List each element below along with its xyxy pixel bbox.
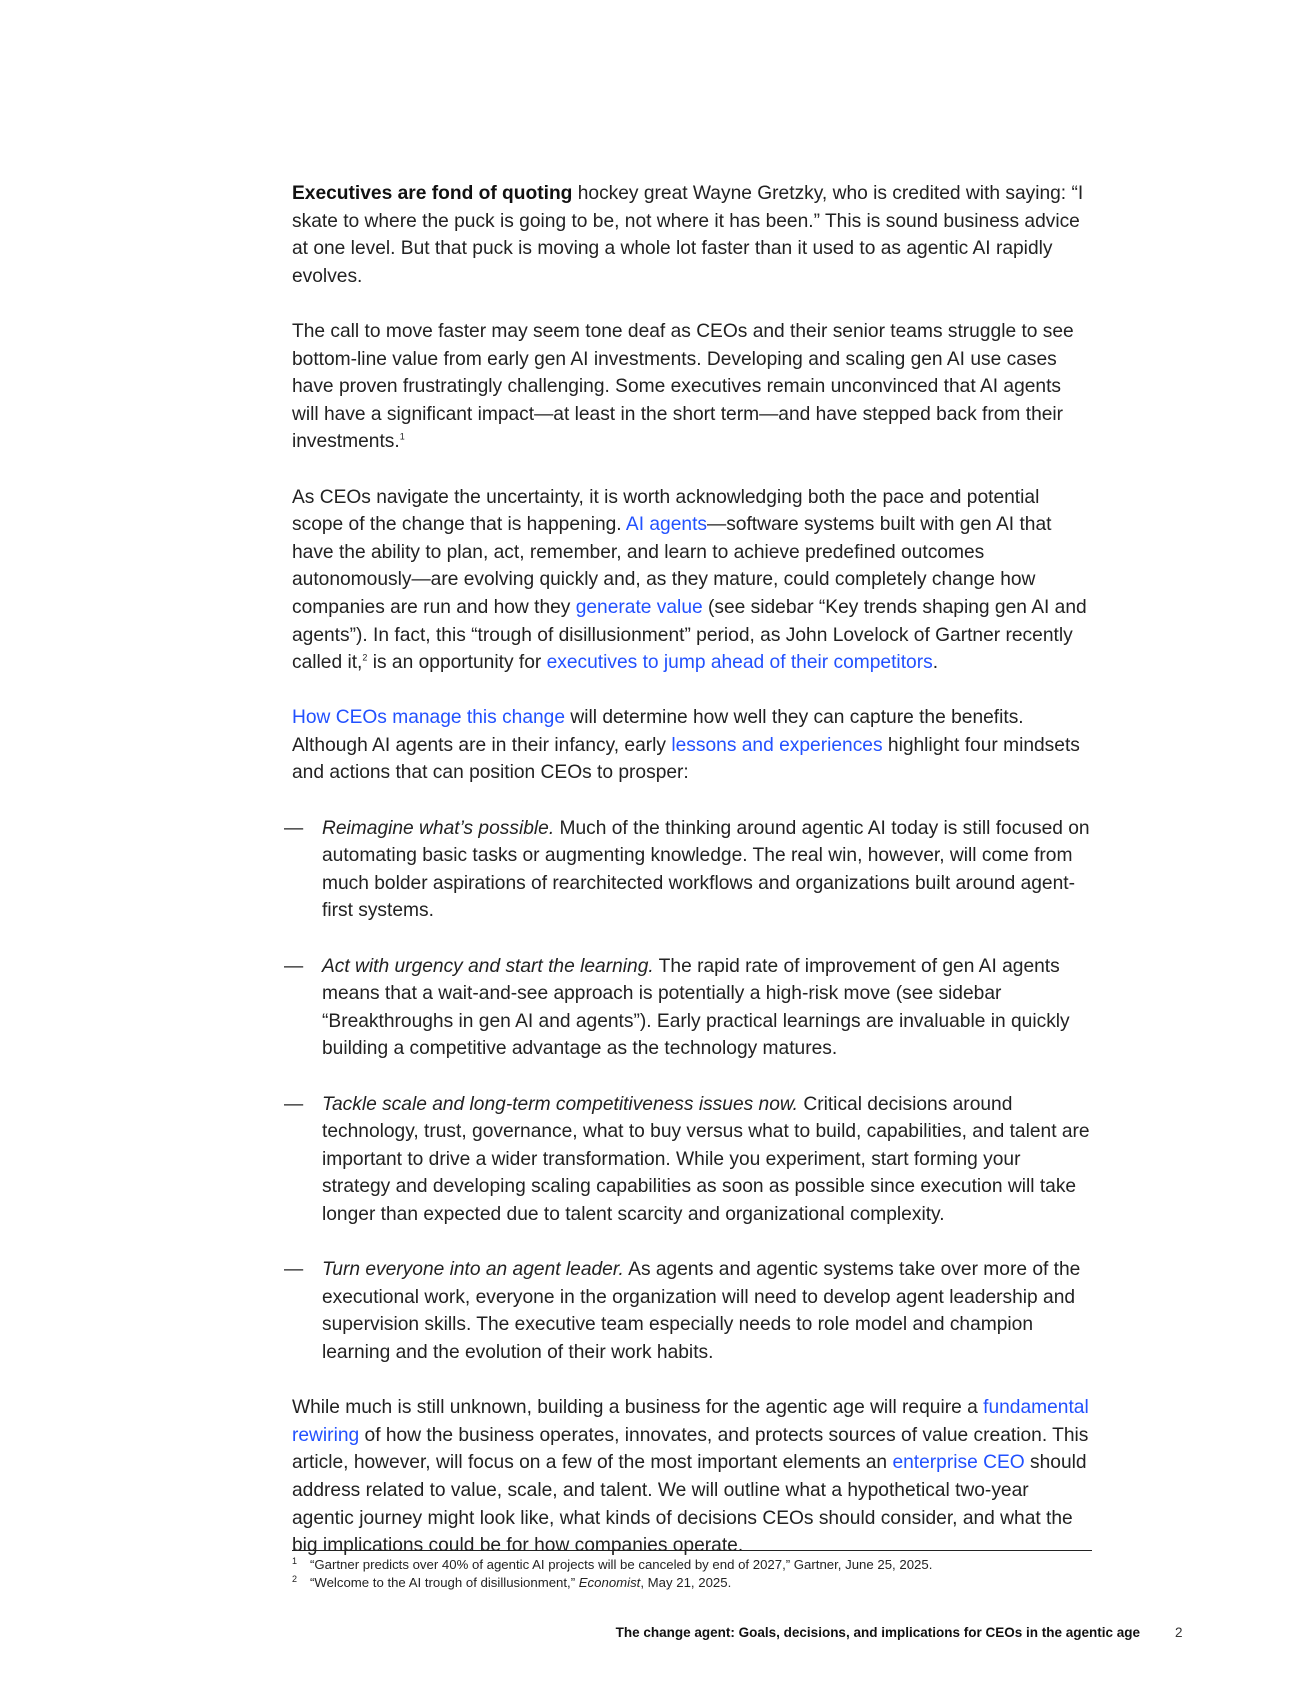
footnote-ref-2[interactable]: 2: [362, 652, 368, 663]
mindsets-list: [284, 815, 1092, 1367]
footnote-ref-1[interactable]: 1: [399, 431, 405, 442]
list-item-title: Act with urgency and start the learning.: [322, 955, 654, 977]
dash-bullet: —: [284, 1259, 304, 1281]
list-item-title: Reimagine what’s possible.: [322, 817, 555, 839]
list-item: — Act with urgency and start the learning. The rapid rate of improvement of gen AI agents means that a wait-and-see approach is potentially a high-risk move (see sidebar “Breakthroughs in gen AI and agents”). Early practical learnings are invaluable in quickly building a competitive advantage as the technology matures.: [292, 953, 1092, 1063]
footnote-1: 1 “Gartner predicts over 40% of agentic AI projects will be canceled by end of 2027,” Gartner, June 25, 2025.: [292, 1556, 1092, 1574]
link-generate-value[interactable]: generate value: [575, 596, 703, 618]
paragraph-uncertainty: As CEOs navigate the uncertainty, it is worth acknowledging both the pace and potential scope of the change that is happening. AI agents—software systems built with gen AI that have the ability to plan, act, remember, and learn to achieve predefined outcomes autonomously—are evolving quickly and, as they mature, could completely change how companies are run and how they generate value (see sidebar “Key trends shaping gen AI and agents”). In fact, this “trough of disillusionment” period, as John Lovelock of Gartner recently called it,$^2$ is an opportunity for executives to jump ahead of their competitors.: [292, 486, 1087, 674]
dash-bullet: —: [284, 817, 304, 839]
footnote-number: 1: [292, 1556, 298, 1566]
footnotes: [292, 1556, 1092, 1592]
link-enterprise-ceo[interactable]: enterprise CEO: [892, 1452, 1025, 1474]
footnote-number: 2: [292, 1574, 298, 1584]
page-number: 2: [1175, 1625, 1183, 1640]
paragraph-conclusion: While much is still unknown, building a business for the agentic age will require a fundamental rewiring of how the business operates, innovates, and protects sources of value creation. This article, however, will focus on a few of the most important elements an enterprise CEO should address related to value, scale, and talent. We will outline what a hypothetical two-year agentic journey might look like, what kinds of decisions CEOs should consider, and what the big implications could be for how companies operate.: [292, 1397, 1089, 1557]
link-jump-ahead[interactable]: executives to jump ahead of their competitors: [546, 652, 933, 674]
list-item: — Turn everyone into an agent leader. As agents and agentic systems take over more of the executional work, everyone in the organization will need to develop agent leadership and supervision skills. The executive team especially needs to role model and champion learning and the evolution of their work habits.: [292, 1256, 1092, 1366]
link-how-ceos-manage[interactable]: How CEOs manage this change: [292, 707, 566, 729]
article-body: [284, 180, 1092, 1587]
list-item-title: Turn everyone into an agent leader.: [322, 1259, 624, 1281]
link-fundamental-rewiring[interactable]: fundamental rewiring: [292, 1397, 1089, 1446]
paragraph-manage-change: How CEOs manage this change will determine how well they can capture the benefits. Although AI agents are in their infancy, early lessons and experiences highlight four mindsets and actions that can position CEOs to prosper:: [292, 707, 1080, 784]
list-item: — Tackle scale and long-term competitiveness issues now. Critical decisions around technology, trust, governance, what to buy versus what to build, capabilities, and talent are important to drive a wider transformation. While you experiment, start forming your strategy and developing scaling capabilities as soon as possible since execution will take longer than expected due to talent scarcity and organizational complexity.: [292, 1091, 1092, 1229]
dash-bullet: —: [284, 955, 304, 977]
link-ai-agents[interactable]: AI agents: [625, 514, 707, 536]
paragraph-call-to-move: The call to move faster may seem tone deaf as CEOs and their senior teams struggle to see bottom-line value from early gen AI investments. Developing and scaling gen AI use cases have proven frustratingly challenging. Some executives remain unconvinced that AI agents will have a significant impact—at least in the short term—and have stepped back from their investments.$^1$: [292, 320, 1074, 453]
running-footer-title: The change agent: Goals, decisions, and implications for CEOs in the agentic age: [615, 1625, 1140, 1640]
dash-bullet: —: [284, 1093, 304, 1115]
paragraph-intro: Executives are fond of quoting hockey great Wayne Gretzky, who is credited with saying: “I skate to where the puck is going to be, not where it has been.” This is sound business advice at one level. But that puck is moving a whole lot faster than it used to as agentic AI rapidly evolves.: [292, 183, 1084, 287]
footnote-divider: [292, 1550, 1092, 1551]
list-item-title: Tackle scale and long-term competitiveness issues now.: [322, 1093, 799, 1115]
link-lessons-experiences[interactable]: lessons and experiences: [671, 734, 883, 756]
footnote-2: 2 “Welcome to the AI trough of disillusionment,” Economist, May 21, 2025.: [292, 1574, 1092, 1592]
list-item: — Reimagine what’s possible. Much of the thinking around agentic AI today is still focused on automating basic tasks or augmenting knowledge. The real win, however, will come from much bolder aspirations of rearchitected workflows and organizations built around agent-first systems.: [292, 815, 1092, 925]
lead-in-text: Executives are fond of quoting: [292, 183, 573, 204]
